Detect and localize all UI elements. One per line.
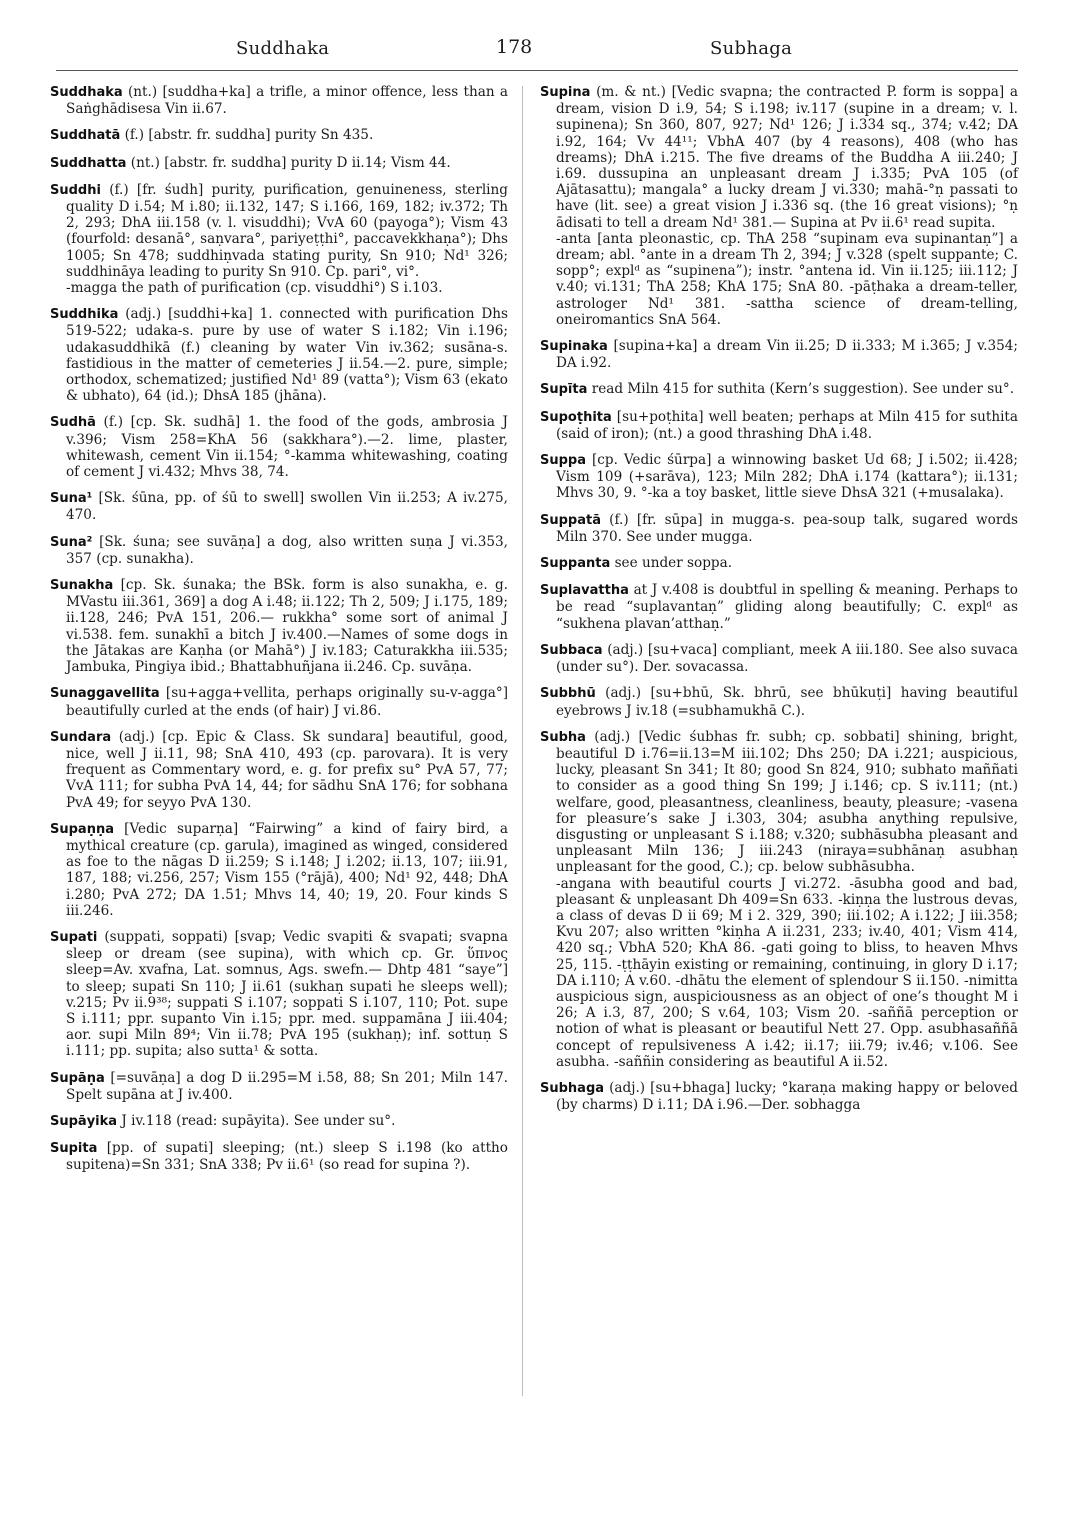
dictionary-entry: [50, 414, 508, 480]
dictionary-entry: [50, 306, 508, 404]
dictionary-entry: [50, 84, 508, 117]
dictionary-entry: [50, 1113, 508, 1130]
entry-definition: [su+agga+vellita, perhaps originally su-v-agga°] beautifully curled at the ends (of hair) J vi.86.: [66, 685, 508, 719]
entry-definition: -angana with beautiful courts J vi.272. -āsubha good and bad, pleasant & unpleasant Dh 409=Sn 633. -kiṇṇa the lustrous devas, a class of devas D ii 69; M i 2. 329, 390; iii.102; A i.122; J iii.358; Kvu 207; also written °kiṇha A ii.231, 233; iv.40, 401; Vism 414, 420 sq.; VbhA 520; KhA 86. -gati going to bliss, to heaven Mhvs 25, 115. -ṭṭhāyin existing or remaining, continuing, in glory D i.17; DA i.110; A v.60. -dhātu the element of splendour S ii.150. -nimitta auspicious sign, auspiciousness as an object of one’s thought M i 26; A i.3, 87, 200; S v.64, 103; Vism 20. -saññā perception or notion of what is pleasant or beautiful Nett 27. Opp. asubhasaññā concept of repulsiveness A i.42; ii.17; iii.79; iv.46; v.106. See asubha. -saññin considering as beautiful A ii.52.: [556, 875, 1018, 1070]
entry-headword: Supita: [50, 1141, 98, 1157]
entry-definition: -anta [anta pleonastic, cp. ThA 258 “supinam eva supinantaṇ”] a dream; abl. °ante in a dream Th 2, 394; J v.328 (spelt suppante; C. sopp°; explᵈ as “supinena”); instr. °antena id. Vin ii.125; iii.112; J v.40; vi.131; ThA 258; KhA 175; SnA 80. -pāṭhaka a dream-teller, astrologer Nd¹ 381. -sattha science of dream-telling, oneiromantics SnA 564.: [556, 230, 1018, 328]
entry-headword: Sunaggavellita: [50, 686, 160, 702]
entry-headword: Subhaga: [540, 1080, 605, 1096]
entry-headword: Sudhā: [50, 415, 96, 431]
dictionary-entry: [50, 577, 508, 675]
dictionary-entry: [540, 84, 1018, 231]
entry-definition: (m. & nt.) [Vedic svapna; the contracted P. form is soppa] a dream, vision D i.9, 54; S i.198; iv.117 (supine in a dream; v. l. supinena); Sn 360, 807, 927; Nd¹ 126; J i.334 sq., 374; v.42; DA i.92, 164; Vv 44¹¹; VbhA 407 (by 4 reasons), 408 (who has dreams); DhA i.215. The five dreams of the Buddha A iii.240; J i.69. dussupina an unpleasant dream J i.335; PvA 105 (of Ajātasattu); mangala° a lucky dream J vi.330; mahā-°ṇ passati to have (lit. see) a great vision J i.336 sq. (the 16 great visions); °ṇ ādisati to tell a dream Nd¹ 381.— Supina at Pv ii.6¹ read supita.: [556, 84, 1018, 231]
dictionary-entry: [50, 127, 508, 144]
entry-headword: Supaṇṇa: [50, 821, 114, 837]
entry-headword: Suna¹: [50, 491, 93, 507]
entry-definition: (adj.) [su+vaca] compliant, meek A iii.180. See also suvaca (under su°). Der. sovacassa.: [556, 641, 1018, 676]
entry-headword: Supati: [50, 929, 98, 945]
entry-headword: Suddhi: [50, 182, 101, 198]
entry-definition: (f.) [fr. sūpa] in mugga-s. pea-soup talk, sugared words Miln 370. See under mugga.: [556, 511, 1018, 545]
entry-definition: (f.) [fr. śudh] purity, purification, genuineness, sterling quality D i.54; M i.80; ii.132, 147; S i.166, 169, 182; iv.372; Th 2, 293; DhA iii.158 (v. l. visuddhi); VvA 60 (payoga°); Vism 43 (fourfold: desanā°, saṇvara°, pariyeṭṭhi°, paccavekkhaṇa°); Dhs 1005; Sn 478; suddhiṇvada stating purity, Sn 910; Nd¹ 326; suddhināya leading to purity Sn 910. Cp. pari°, vi°.: [66, 181, 508, 280]
entry-headword: Supinaka: [540, 339, 608, 355]
entry-definition: (adj.) [su+bhū, Sk. bhrū, see bhūkuṭi] having beautiful eyebrows J iv.18 (=subhamukhā C.).: [556, 685, 1018, 719]
entry-headword: Suddhatta: [50, 155, 127, 171]
entry-headword: Supīta: [540, 382, 588, 398]
dictionary-entry: [540, 338, 1018, 371]
entry-headword: Subha: [540, 729, 586, 745]
entry-headword: Suddhatā: [50, 128, 121, 144]
entry-headword: Supāyika: [50, 1113, 118, 1129]
entry-definition: [Vedic suparṇa] “Fairwing” a kind of fairy bird, a mythical creature (cp. garula), imagined as winged, considered as foe to the nāgas D ii.259; S i.148; J i.202; ii.13, 107; iii.91, 187, 188; vi.256, 257; Vism 155 (°rājā), 400; Nd¹ 92, 448; DhA i.280; PvA 272; DA 1.51; Mhvs 14, 40; 19, 20. Four kinds S iii.246.: [66, 820, 508, 919]
entry-definition: [=suvāṇa] a dog D ii.295=M i.58, 88; Sn 201; Miln 147. Spelt supāna at J iv.400.: [66, 1069, 508, 1103]
entry-headword: Suppatā: [540, 512, 601, 528]
entry-definition: [supina+ka] a dream Vin ii.25; D ii.333; M i.365; J v.354; DA i.92.: [556, 338, 1018, 372]
entry-definition: [Sk. śūna, pp. of śū to swell] swollen Vin ii.253; A iv.275, 470.: [66, 490, 508, 524]
dictionary-entry: [50, 182, 508, 280]
dictionary-entry: [50, 490, 508, 523]
entry-definition: (adj.) [Vedic śubhas fr. subh; cp. sobbati] shining, bright, beautiful D i.76=ii.13=M iii.102; Dhs 250; DA i.221; auspicious, lucky, pleasant Sn 341; It 80; good Sn 824, 910; subhato maññati to consider as a good thing Sn 199; J i.146; cp. S iv.111; (nt.) welfare, good, pleasantness, cleanliness, beauty, pleasure; -vasena for pleasure’s sake J i.303, 304; asubha anything repulsive, disgusting or unpleasant S i.188; v.320; subhāsubha pleasant and unpleasant Miln 136; J iii.243 (niraya=subhānaṇ asubhaṇ unpleasant for the good, C.); cp. below subhāsubha.: [556, 728, 1018, 876]
left-column: [50, 84, 508, 1184]
entry-headword: Suppa: [540, 453, 587, 469]
dictionary-entry: [50, 729, 508, 811]
page-number: 178: [496, 36, 533, 58]
entry-headword: Subbhū: [540, 686, 596, 702]
entry-headword: Suna²: [50, 534, 93, 550]
dictionary-entry: [540, 685, 1018, 718]
entry-headword: Sunakha: [50, 578, 114, 594]
entry-headword: Supāṇa: [50, 1070, 105, 1086]
entry-definition: [Sk. śuna; see suvāṇa] a dog, also written suṇa J vi.353, 357 (cp. sunakha).: [66, 533, 508, 567]
right-column: [540, 84, 1018, 1123]
entry-headword: Sundara: [50, 729, 112, 745]
dictionary-entry: [540, 381, 1018, 398]
entry-definition: read Miln 415 for suthita (Kern’s suggestion). See under su°.: [587, 381, 1015, 398]
dictionary-entry: [540, 452, 1018, 502]
dictionary-entry: [50, 821, 508, 919]
dictionary-entry: [50, 1070, 508, 1103]
header-rule: [56, 70, 1018, 71]
entry-headword: Supina: [540, 85, 591, 100]
entry-definition: -magga the path of purification (cp. visuddhi°) S i.103.: [66, 280, 443, 297]
entry-definition: (adj.) [su+bhaga] lucky; °karaṇa making happy or beloved (by charms) D i.11; DA i.96.—Der. sobhagga: [556, 1079, 1018, 1114]
entry-definition: J iv.118 (read: supāyita). See under su°.: [117, 1112, 396, 1129]
entry-definition: [cp. Vedic śūrpa] a winnowing basket Ud 68; J i.502; ii.428; Vism 109 (+sarāva), 123; Miln 282; DhA i.174 (kattara°); ii.131; Mhvs 30, 9. °-ka a toy basket, little sieve DhsA 321 (+musalaka).: [556, 452, 1018, 502]
dictionary-entry: [540, 409, 1018, 442]
entry-definition: at J v.408 is doubtful in spelling & meaning. Perhaps to be read “suplavantaṇ” gliding along beautifully; C. explᵈ as “sukhena plavan’atthaṇ.”: [556, 582, 1018, 632]
entry-definition: see under soppa.: [610, 555, 733, 572]
column-divider: [522, 86, 523, 1396]
entry-headword: Supoṭhita: [540, 409, 612, 425]
dictionary-entry: [540, 555, 1018, 572]
dictionary-entry: [50, 155, 508, 172]
entry-headword: Suddhaka: [50, 85, 123, 100]
entry-definition: [su+poṭhita] well beaten; perhaps at Miln 415 for suthita (said of iron); (nt.) a good thrashing DhA i.48.: [556, 408, 1018, 442]
dictionary-subentry: [540, 876, 1018, 1070]
entry-headword: Suplavattha: [540, 583, 629, 599]
entry-definition: (adj.) [suddhi+ka] 1. connected with purification Dhs 519-522; udaka-s. pure by use of water S i.182; Vin i.196; udakasuddhikā (f.) cleaning by water Vin iv.362; susāna-s. fastidious in the matter of cemeteries J ii.54.—2. pure, simple; orthodox, schematized; justified Nd¹ 89 (vatta°); Vism 63 (ekato & ubhato), 64 (id.); DhsA 185 (jhāna).: [66, 306, 508, 405]
entry-headword: Subbaca: [540, 642, 603, 658]
entry-headword: Suppanta: [540, 556, 611, 572]
header-left-guide-word: Suddhaka: [236, 38, 330, 59]
dictionary-entry: [50, 929, 508, 1060]
dictionary-subentry: [540, 231, 1018, 328]
entry-definition: (nt.) [suddha+ka] a trifle, a minor offence, less than a Saṅghādisesa Vin ii.67.: [66, 84, 508, 118]
entry-definition: (nt.) [abstr. fr. suddha] purity D ii.14; Vism 44.: [126, 154, 451, 171]
dictionary-subentry: [50, 280, 508, 296]
dictionary-entry: [50, 1140, 508, 1173]
dictionary-entry: [540, 582, 1018, 632]
entry-definition: (f.) [abstr. fr. suddha] purity Sn 435.: [120, 127, 374, 144]
dictionary-entry: [540, 1080, 1018, 1113]
header-right-guide-word: Subhaga: [710, 38, 793, 59]
dictionary-entry: [540, 512, 1018, 545]
entry-definition: [cp. Sk. śunaka; the BSk. form is also sunakha, e. g. MVastu iii.361, 369] a dog A i.48; ii.122; Th 2, 509; J i.175, 189; ii.128, 246; PvA 151, 206.— rukkha° some sort of animal J vi.538. fem. sunakhī a bitch J iv.400.—Names of some dogs in the Jātakas are Kaṇha (or Mahā°) J iv.183; Caturakkha iii.535; Jambuka, Pingiya ibid.; Bhattabhuñjana ii.246. Cp. suvāṇa.: [66, 577, 508, 676]
entry-definition: (f.) [cp. Sk. sudhā] 1. the food of the gods, ambrosia J v.396; Vism 258=KhA 56 (sakkhara°).—2. lime, plaster, whitewash, cement Vin ii.154; °-kamma whitewashing, coating of cement J vi.432; Mhvs 38, 74.: [66, 414, 508, 481]
dictionary-entry: [50, 685, 508, 718]
entry-definition: (suppati, soppati) [svap; Vedic svapiti & svapati; svapna sleep or dream (see supina), with which cp. Gr. ὕπνος sleep=Av. xvafna, Lat. somnus, Ags. swefn.— Dhtp 481 “saye”] to sleep; supati Sn 110; J ii.61 (sukhaṇ supati he sleeps well); v.215; Pv ii.9³⁸; suppati S i.107; soppati S i.107, 110; Pot. supe S i.111; ppr. supanto Vin i.15; ppr. med. suppamāna J iii.404; aor. supi Miln 89⁴; Vin ii.78; PvA 195 (sukhaṇ); inf. sottuṇ S i.111; pp. supita; also sutta¹ & sotta.: [66, 928, 508, 1060]
entry-definition: (adj.) [cp. Epic & Class. Sk sundara] beautiful, good, nice, well J ii.11, 98; SnA 410, 493 (cp. parovara). It is very frequent as Commentary word, e. g. for prefix su° PvA 57, 77; VvA 111; for subha PvA 14, 44; for sādhu SnA 176; for sobhana PvA 49; for seyyo PvA 130.: [66, 728, 508, 811]
dictionary-entry: [50, 534, 508, 567]
dictionary-entry: [540, 642, 1018, 675]
dictionary-entry: [540, 729, 1018, 876]
entry-definition: [pp. of supati] sleeping; (nt.) sleep S i.198 (ko attho supitena)=Sn 331; SnA 338; Pv ii.6¹ (so read for supina ?).: [66, 1140, 508, 1174]
page-header: [56, 38, 1021, 66]
entry-headword: Suddhika: [50, 307, 119, 323]
